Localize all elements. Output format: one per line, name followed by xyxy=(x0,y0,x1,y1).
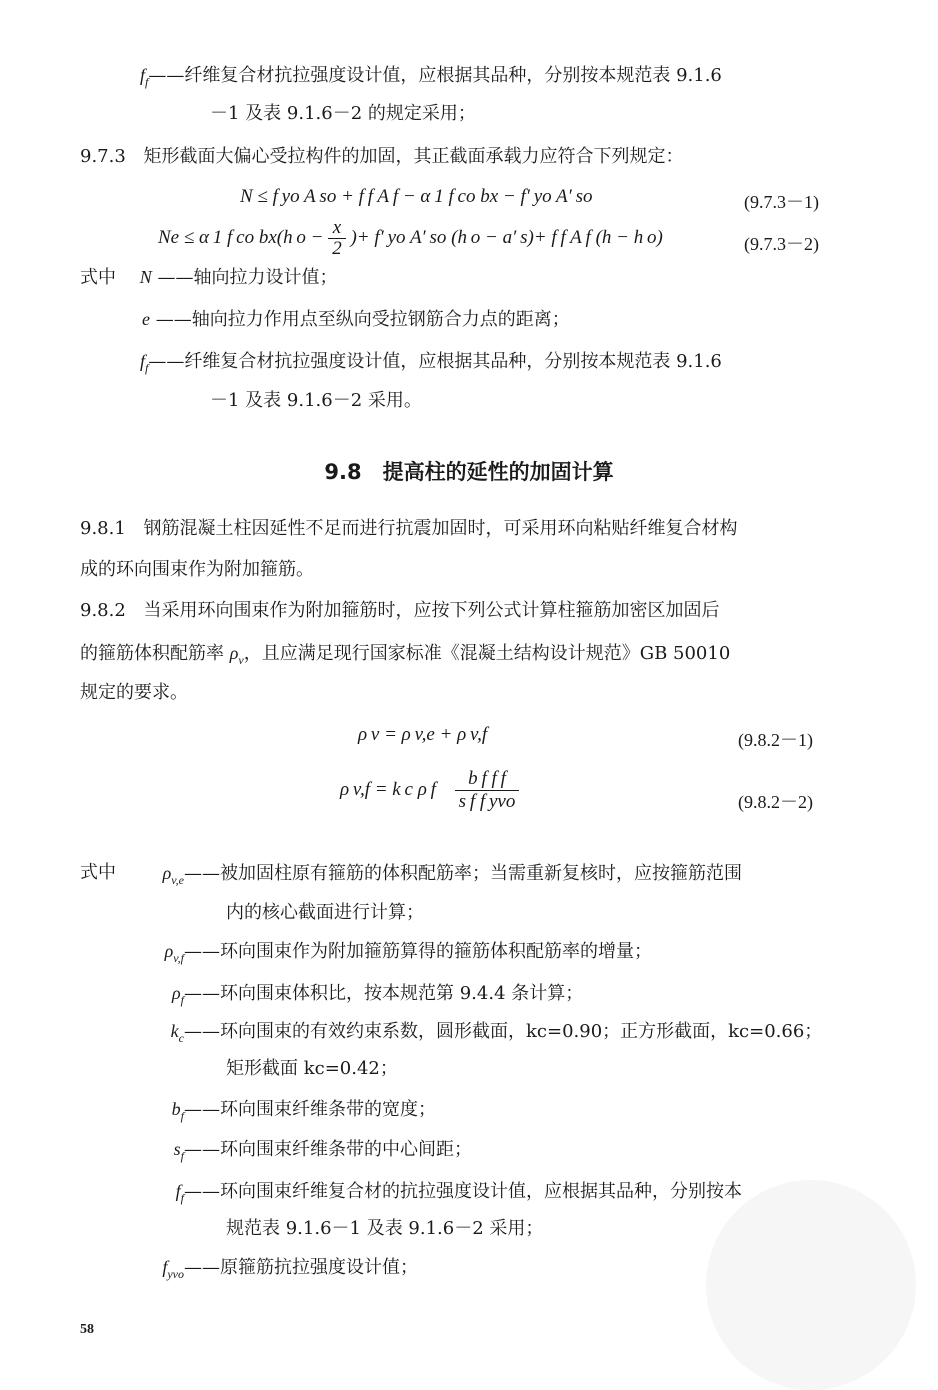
clause-text: 矩形截面大偏心受拉构件的加固，其正截面承载力应符合下列规定： xyxy=(143,146,684,167)
definition-text: ——原箍筋抗拉强度设计值； xyxy=(184,1257,418,1278)
clause-text-cont: ，且应满足现行国家标准《混凝土结构设计规范》GB 50010 xyxy=(243,643,731,664)
definition-row xyxy=(100,862,742,891)
clause-9-8-1-line-2: 成的环向围束作为附加箍筋。 xyxy=(80,559,314,580)
N-description: ——轴向拉力设计值； xyxy=(157,267,338,288)
definition-row xyxy=(226,1058,398,1080)
definition-subscript: f xyxy=(180,1190,184,1205)
definition-symbol: k xyxy=(170,1021,179,1041)
clause-9-7-3 xyxy=(80,146,684,168)
where-N xyxy=(80,266,337,289)
definition-row xyxy=(100,982,583,1011)
where-ff-line-2 xyxy=(210,390,422,412)
clause-9-8-2-line-1 xyxy=(80,600,720,622)
ff-symbol: f xyxy=(140,65,146,85)
definition-subscript: v,e xyxy=(171,872,184,887)
equation-9-8-2-1 xyxy=(358,724,487,746)
where-e xyxy=(142,308,570,331)
definition-text: ——环向围束纤维条带的宽度； xyxy=(184,1099,436,1120)
definition-row xyxy=(100,1138,472,1167)
definition-symbol-box xyxy=(100,1138,184,1167)
definition-symbol-box xyxy=(100,862,184,891)
definition-text: 规范表 9.1.6－1 及表 9.1.6－2 采用； xyxy=(226,1218,544,1239)
ff-subscript: f xyxy=(145,360,149,375)
ff-description: ——纤维复合材抗拉强度设计值，应根据其品种，分别按本规范表 9.1.6 xyxy=(148,351,722,372)
definition-row xyxy=(100,940,652,969)
definition-subscript: yvo xyxy=(167,1266,184,1281)
clause-9-8-2-line-3: 规定的要求。 xyxy=(80,682,188,703)
clause-9-8-1-line-1 xyxy=(80,518,738,540)
definition-text: ——环向围束作为附加箍筋算得的箍筋体积配筋率的增量； xyxy=(184,941,652,962)
definition-text: ——环向围束的有效约束系数，圆形截面，kc=0.90；正方形截面，kc=0.66； xyxy=(184,1021,823,1042)
definition-symbol: s xyxy=(173,1139,181,1159)
watermark-stamp xyxy=(706,1180,916,1390)
definition-text: ——环向围束纤维复合材的抗拉强度设计值，应根据其品种，分别按本 xyxy=(184,1181,742,1202)
definition-row xyxy=(100,1020,822,1049)
rho-symbol: ρ xyxy=(229,643,239,663)
definition-text: ——被加固柱原有箍筋的体积配筋率；当需重新复核时，应按箍筋范围 xyxy=(184,863,742,884)
definition-symbol: f xyxy=(162,1257,168,1277)
definition-symbol-box xyxy=(100,940,184,969)
ff-description-cont: －1 及表 9.1.6－2 的规定采用； xyxy=(210,103,476,124)
definition-text: 内的核心截面进行计算； xyxy=(226,902,424,923)
definition-symbol-box xyxy=(100,1180,184,1209)
ff-description-cont: －1 及表 9.1.6－2 采用。 xyxy=(210,390,422,411)
equation-number: (9.7.3－2) xyxy=(744,234,819,254)
clause-number: 9.8.2 xyxy=(80,600,126,621)
fraction-denominator: 2 xyxy=(332,238,342,259)
equation-left: ρ v,f = k c ρ f xyxy=(340,778,436,800)
where-label: 式中 xyxy=(80,267,116,288)
clause-number: 9.8.1 xyxy=(80,518,126,539)
where-ff-line-1 xyxy=(140,350,722,379)
equation-right: )+ f′ yo A′ so (h o − a′ s)+ f f A f (h − h o) xyxy=(350,226,663,248)
page-number: 58 xyxy=(80,1322,94,1337)
definition-row xyxy=(226,1218,543,1240)
definition-text: ——环向围束体积比，按本规范第 9.4.4 条计算； xyxy=(184,983,584,1004)
clause-text: 当采用环向围束作为附加箍筋时，应按下列公式计算柱箍筋加密区加固后 xyxy=(143,600,720,621)
clause-9-8-2-line-2 xyxy=(80,642,730,671)
equation-left: Ne ≤ α 1 f co bx(h o − xyxy=(158,226,324,248)
fraction-numerator: b f f f xyxy=(455,768,520,791)
e-symbol: e xyxy=(142,309,150,329)
definition-symbol-box xyxy=(100,1098,184,1127)
fraction-denominator: s f f yvo xyxy=(458,791,516,812)
definition-subscript: v,f xyxy=(173,950,184,965)
definition-symbol: ρ xyxy=(162,863,172,883)
definition-subscript: f xyxy=(180,1148,184,1163)
definition-symbol: ρ xyxy=(164,941,174,961)
ff-symbol: f xyxy=(140,351,146,371)
definition-subscript: f xyxy=(180,1108,184,1123)
definition-symbol: b xyxy=(171,1099,181,1119)
definition-symbol: f xyxy=(175,1181,181,1201)
equation-9-7-3-2 xyxy=(158,218,663,259)
equation-number: (9.7.3－1) xyxy=(744,192,819,212)
definition-row xyxy=(100,1098,436,1127)
equation-9-8-2-2 xyxy=(340,768,519,813)
definition-row xyxy=(226,902,424,924)
definition-symbol-box xyxy=(100,982,184,1011)
equation-body: N ≤ f yo A so + f f A f − α 1 f co bx − f′ yo A′ so xyxy=(240,186,593,207)
ff-definition-line-2 xyxy=(210,103,476,125)
equation-number: (9.8.2－1) xyxy=(738,730,813,750)
where-label: 式中 xyxy=(80,862,116,883)
definition-row xyxy=(100,1180,742,1209)
definition-symbol-box xyxy=(100,1020,184,1049)
N-symbol: N xyxy=(139,267,152,287)
fraction-numerator: x xyxy=(328,218,346,239)
definition-subscript: c xyxy=(178,1030,184,1045)
equation-fraction xyxy=(455,768,520,813)
clause-text: 钢筋混凝土柱因延性不足而进行抗震加固时，可采用环向粘贴纤维复合材构 xyxy=(143,518,738,539)
definition-text: ——环向围束纤维条带的中心间距； xyxy=(184,1139,472,1160)
definition-subscript: f xyxy=(180,992,184,1007)
definition-symbol-box xyxy=(100,1256,184,1285)
e-description: ——轴向拉力作用点至纵向受拉钢筋合力点的距离； xyxy=(155,309,570,330)
definition-symbol: ρ xyxy=(172,983,181,1003)
clause-text: 的箍筋体积配筋率 xyxy=(80,643,224,664)
section-heading: 9.8 提高柱的延性的加固计算 xyxy=(324,460,614,484)
rho-subscript: v xyxy=(238,652,244,667)
equation-number: (9.8.2－2) xyxy=(738,792,813,812)
clause-number: 9.7.3 xyxy=(80,146,126,167)
ff-description: ——纤维复合材抗拉强度设计值，应根据其品种，分别按本规范表 9.1.6 xyxy=(148,65,722,86)
equation-9-7-3-1 xyxy=(240,186,593,208)
ff-subscript: f xyxy=(145,74,149,89)
definition-text: 矩形截面 kc=0.42； xyxy=(226,1058,398,1079)
equation-fraction xyxy=(328,218,346,259)
equation-body: ρ v = ρ v,e + ρ v,f xyxy=(358,724,488,745)
ff-definition-line-1 xyxy=(140,64,722,93)
definition-row xyxy=(100,1256,418,1285)
